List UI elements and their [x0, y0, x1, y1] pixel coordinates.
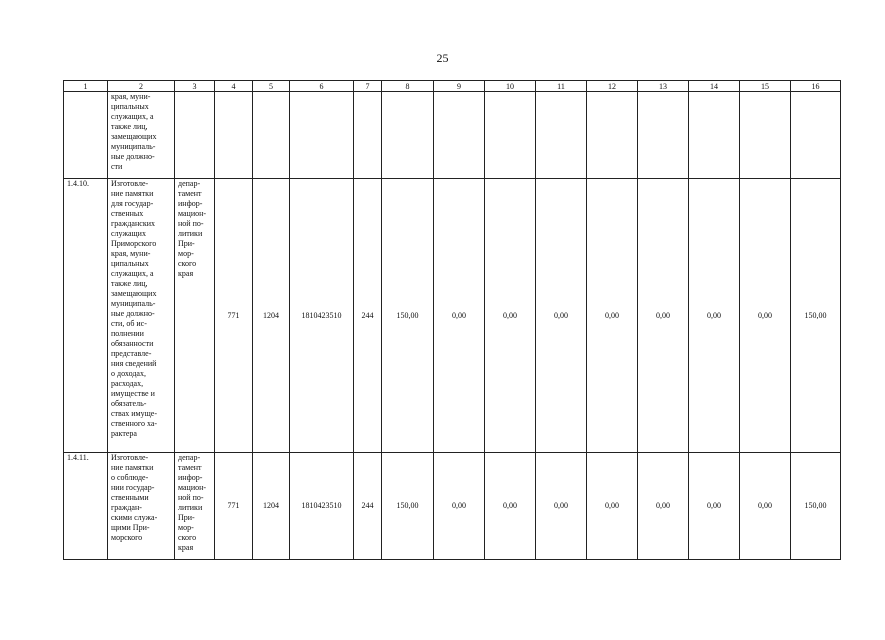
- table-cell: 771: [215, 453, 253, 560]
- table-row: [64, 92, 841, 179]
- table-cell: [434, 92, 485, 179]
- column-header: 1: [64, 81, 108, 92]
- table-cell: [253, 92, 290, 179]
- table-row: [64, 453, 841, 560]
- table-cell: 0,00: [485, 453, 536, 560]
- table-cell: [215, 92, 253, 179]
- column-header: 14: [689, 81, 740, 92]
- table-cell: 1810423510: [290, 179, 354, 453]
- column-header: 7: [354, 81, 382, 92]
- column-header: 16: [791, 81, 841, 92]
- item-number-cell: [64, 92, 108, 179]
- table-cell: [791, 92, 841, 179]
- column-header: 12: [587, 81, 638, 92]
- table-row: [64, 179, 841, 453]
- table-cell: 0,00: [434, 179, 485, 453]
- column-header: 2: [108, 81, 175, 92]
- executor-cell: депар- тамент инфор- мацион- ной по- литики При- мор- ского края: [175, 179, 215, 453]
- table-cell: 0,00: [434, 453, 485, 560]
- table-cell: [290, 92, 354, 179]
- table-header-row: [64, 81, 841, 92]
- table-cell: 0,00: [740, 179, 791, 453]
- table-cell: 150,00: [382, 179, 434, 453]
- table-cell: [740, 92, 791, 179]
- table-cell: 0,00: [638, 179, 689, 453]
- table-cell: 0,00: [740, 453, 791, 560]
- table-cell: [689, 92, 740, 179]
- table-cell: 150,00: [382, 453, 434, 560]
- item-number-cell: 1.4.10.: [64, 179, 108, 453]
- table-cell: 244: [354, 179, 382, 453]
- column-header: 15: [740, 81, 791, 92]
- description-cell: Изготовле- ние памятки для государ- ственных гражданских служащих Приморского края, муни- ципальных служащих, а также лиц, замещающих муниципаль- ные должно- сти, об ис- полнении обязанности представле- ния сведений о доходах, расходах, имуществе и обязатель- ствах имуще- ственного ха- рактера: [108, 179, 175, 453]
- table-cell: 0,00: [536, 179, 587, 453]
- column-header: 3: [175, 81, 215, 92]
- column-header: 11: [536, 81, 587, 92]
- table-cell: 150,00: [791, 453, 841, 560]
- page-number: 25: [436, 51, 449, 65]
- description-cell: Изготовле- ние памятки о соблюде- нии государ- ственными граждан- скими служа- щими При- морского: [108, 453, 175, 560]
- column-header: 10: [485, 81, 536, 92]
- table-cell: 0,00: [587, 179, 638, 453]
- table-cell: [354, 92, 382, 179]
- table-cell: [485, 92, 536, 179]
- table-cell: 0,00: [638, 453, 689, 560]
- table-cell: [382, 92, 434, 179]
- budget-table: [63, 80, 841, 560]
- table-cell: 0,00: [536, 453, 587, 560]
- table-cell: 1204: [253, 179, 290, 453]
- table-cell: 0,00: [587, 453, 638, 560]
- table-cell: 1810423510: [290, 453, 354, 560]
- column-header: 13: [638, 81, 689, 92]
- table-cell: 1204: [253, 453, 290, 560]
- table-cell: 0,00: [689, 179, 740, 453]
- executor-cell: депар- тамент инфор- мацион- ной по- литики При- мор- ского края: [175, 453, 215, 560]
- column-header: 8: [382, 81, 434, 92]
- table-cell: [587, 92, 638, 179]
- column-header: 5: [253, 81, 290, 92]
- table-cell: 244: [354, 453, 382, 560]
- table-cell: [536, 92, 587, 179]
- table-cell: 0,00: [689, 453, 740, 560]
- table-cell: 771: [215, 179, 253, 453]
- table-cell: 0,00: [485, 179, 536, 453]
- table-cell: [638, 92, 689, 179]
- column-header: 9: [434, 81, 485, 92]
- item-number-cell: 1.4.11.: [64, 453, 108, 560]
- description-cell: края, муни- ципальных служащих, а также лиц, замещающих муниципаль- ные должно- сти: [108, 92, 175, 179]
- table-cell: 150,00: [791, 179, 841, 453]
- column-header: 6: [290, 81, 354, 92]
- column-header: 4: [215, 81, 253, 92]
- executor-cell: [175, 92, 215, 179]
